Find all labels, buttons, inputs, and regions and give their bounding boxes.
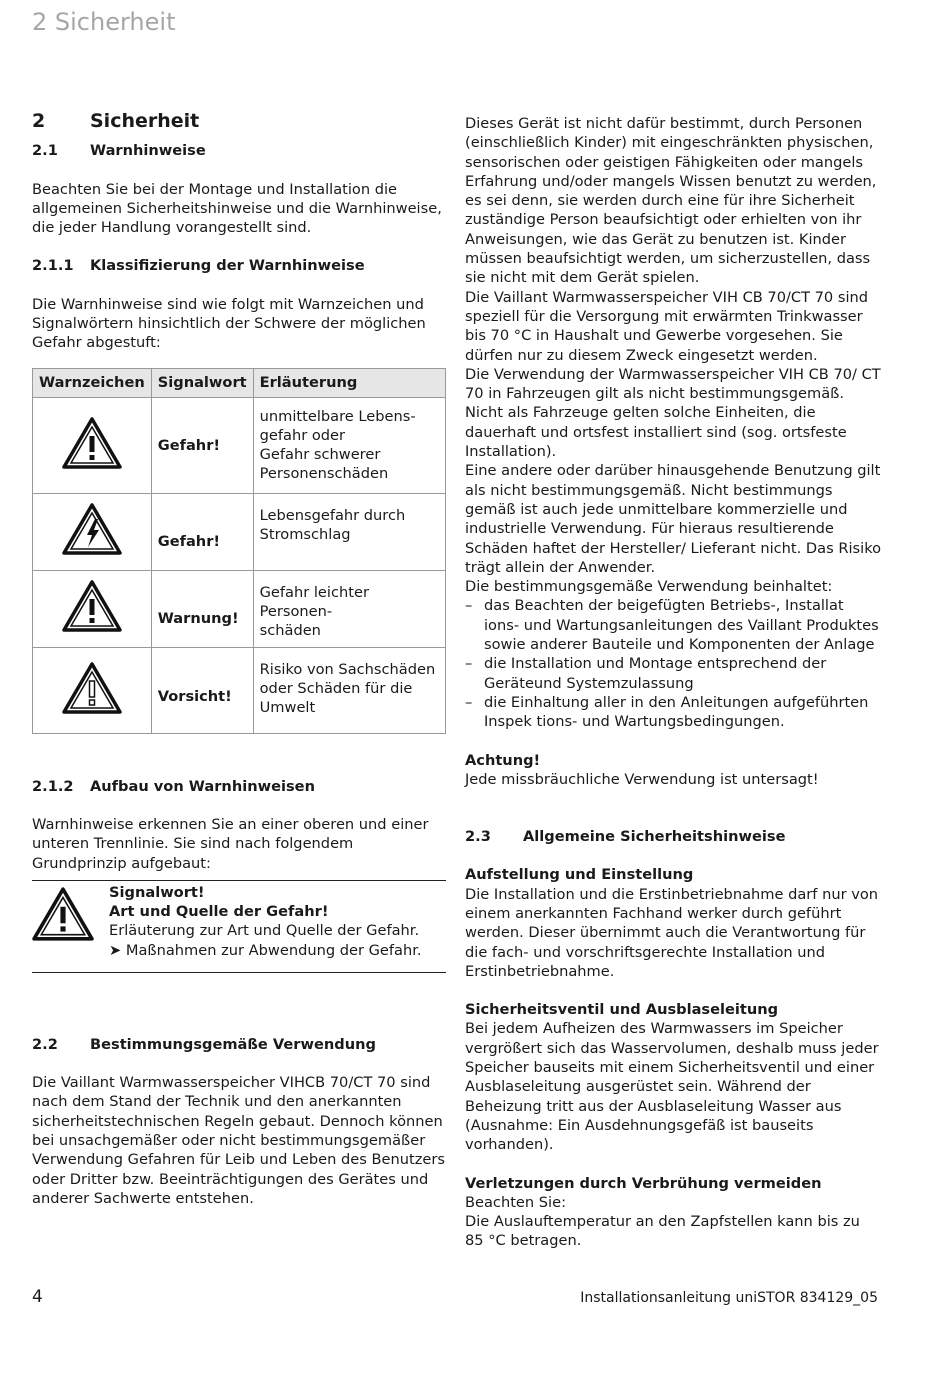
table-row xyxy=(33,493,446,570)
heading-2-1-2 xyxy=(32,777,446,796)
table-header-warnzeichen: Warnzeichen xyxy=(33,368,152,397)
table-header-erlaeuterung: Erläuterung xyxy=(253,368,445,397)
heading-2-1 xyxy=(32,141,446,160)
section-heading xyxy=(32,112,446,131)
explanation-cell xyxy=(253,570,445,647)
page-number: 4 xyxy=(32,1287,43,1307)
paragraph-intended-use: Die Vaillant Warmwasserspeicher VIH CB 70/CT 70 sind speziell für die Versorgung mit erwärmten Trinkwasser bis 70 °C in Haushalt und Gewerbe vorgesehen. Sie dürfen nur zu diesem Zweck eingesetzt werden. xyxy=(465,288,869,364)
signal-word: Warnung! xyxy=(151,570,253,647)
paragraph-installation: Die Installation und die Erstinbetriebnahme darf nur von einem anerkannten Fachhand werker durch geführt werden. Dieser übernimmt auch die Verantwortung für die fach- und vorschriftsgerechte Installation und Erstinbetriebnahme. xyxy=(465,885,879,980)
subheading-scalding: Verletzungen durch Verbrühung vermeiden xyxy=(465,1174,822,1192)
warning-box-example xyxy=(32,880,446,973)
left-column xyxy=(32,112,446,1208)
paragraph-safety-valve: Bei jedem Aufheizen des Warmwassers im Speicher vergrößert sich das Wasservolumen, deshalb muss jeder Speicher bauseits mit einem Sicherheitsventil und einer Ausblaseleitung ausgerüstet sein. Während der Beheizung tritt aus der Ausblaseleitung Wasser aus (Ausnahme: Ein Ausdehnungsgefäß ist bauseits vorhanden). xyxy=(465,1020,879,1154)
heading-2-2-title: Bestimmungsgemäße Verwendung xyxy=(90,1035,376,1053)
explanation-line: Stromschlag xyxy=(259,525,351,543)
explanation-line: Gefahr leichter Personen- xyxy=(259,583,369,620)
warning-exclamation-icon xyxy=(33,397,152,493)
paragraph-intended-use-includes: Die bestimmungsgemäße Verwendung beinhaltet: xyxy=(465,578,833,596)
explanation-line: Risiko von Sachschäden xyxy=(259,660,436,678)
heading-2-1-2-title: Aufbau von Warnhinweisen xyxy=(90,777,315,795)
paragraph-vehicle-use: Die Verwendung der Warmwasserspeicher VIH CB 70/ CT 70 in Fahrzeugen gilt als nicht bestimmungsgemäß. Nicht als Fahrzeuge gelten solche Einheiten, die dauerhaft und ortsfest installiert sind (sog. ortsfeste Installation). xyxy=(465,365,881,461)
warning-exclamation-icon xyxy=(32,887,94,946)
section-title: Sicherheit xyxy=(90,110,200,132)
table-row xyxy=(33,397,446,493)
table-header-row xyxy=(33,368,446,397)
paragraph-usage-restriction: Dieses Gerät ist nicht dafür bestimmt, durch Personen (einschließlich Kinder) mit eingeschränkten physischen, sensorischen oder geistigen Fähigkeiten oder mangels Erfahrung und/oder mangels Wissen benutzt zu werden, es sei denn, sie werden durch eine für ihre Sicherheit zuständige Person beaufsichtigt oder erhielten von ihr Anweisungen, wie das Gerät zu benutzen ist. Kinder müssen beaufsichtigt werden, um sicherzustellen, dass sie nicht mit dem Gerät spielen. xyxy=(465,115,877,287)
paragraph-2-1-2: Warnhinweise erkennen Sie an einer oberen und einer unteren Trennlinie. Sie sind nach folgendem Grundprinzip aufgebaut: xyxy=(32,815,429,872)
explanation-line: gefahr oder xyxy=(259,426,346,444)
document-title: Installationsanleitung uniSTOR 834129_05 xyxy=(580,1290,878,1306)
list-item: – das Beachten der beigefügten Betriebs-, Installat ions- und Wartungsanleitungen des Vaillant Produktes sowie anderer Bauteile und Komponenten der Anlage xyxy=(465,596,883,654)
heading-2-2-number: 2.2 xyxy=(32,1035,58,1053)
intended-use-list xyxy=(465,596,883,731)
heading-2-3 xyxy=(465,827,883,846)
list-item: – die Einhaltung aller in den Anleitungen aufgeführten Inspek tions- und Wartungsbedingungen. xyxy=(465,693,883,732)
warning-box-measures: ➤ Maßnahmen zur Abwendung der Gefahr. xyxy=(109,941,422,959)
explanation-line: Umwelt xyxy=(259,699,316,717)
subheading-installation: Aufstellung und Einstellung xyxy=(465,866,694,884)
heading-2-2 xyxy=(32,1035,446,1054)
explanation-cell xyxy=(253,493,445,570)
heading-2-1-1 xyxy=(32,256,446,275)
explanation-line: Lebensgefahr durch xyxy=(259,506,406,524)
caution-exclamation-outline-icon xyxy=(33,647,152,733)
paragraph-other-use: Eine andere oder darüber hinausgehende Benutzung gilt als nicht bestimmungsgemäß. Nicht bestimmungs gemäß ist auch jede unmittelbare kommerzielle und industrielle Verwendung. Für hieraus resultierende Schäden haftet der Hersteller/ Lieferant nicht. Das Risiko trägt allein der Anwender. xyxy=(465,462,882,576)
warning-box-explanation: Erläuterung zur Art und Quelle der Gefahr. xyxy=(109,922,420,940)
table-header-signalwort: Signalwort xyxy=(151,368,253,397)
running-header: 2 Sicherheit xyxy=(32,8,176,36)
paragraph-2-2: Die Vaillant Warmwasserspeicher VIHCB 70/CT 70 sind nach dem Stand der Technik und den anerkannten sicherheitstechnischen Regeln gebaut. Dennoch können bei unsachgemäßer oder nicht bestimmungsgemäßer Verwendung Gefahren für Leib und Leben des Benutzers oder Dritter bzw. Beeinträchtigungen des Gerätes und anderer Sachwerte entstehen. xyxy=(32,1074,445,1207)
explanation-line: unmittelbare Lebens- xyxy=(259,407,416,425)
paragraph-scalding-note: Beachten Sie: xyxy=(465,1193,567,1211)
electric-shock-warning-icon xyxy=(33,493,152,570)
signal-word: Vorsicht! xyxy=(151,647,253,733)
paragraph-2-1: Beachten Sie bei der Montage und Installation die allgemeinen Sicherheitshinweise und die Warnhinweise, die jeder Handlung vorangestellt sind. xyxy=(32,180,442,237)
table-row xyxy=(33,570,446,647)
heading-2-1-1-number: 2.1.1 xyxy=(32,257,74,275)
paragraph-scalding-temperature: Die Auslauftemperatur an den Zapfstellen kann bis zu 85 °C betragen. xyxy=(465,1213,860,1250)
warning-box-text xyxy=(109,883,422,960)
warning-box-source: Art und Quelle der Gefahr! xyxy=(109,903,329,921)
section-number: 2 xyxy=(32,110,46,132)
explanation-cell xyxy=(253,647,445,733)
warning-classification-table xyxy=(32,368,446,734)
heading-2-1-1-title: Klassifizierung der Warnhinweise xyxy=(90,257,365,275)
list-item: – die Installation und Montage entsprechend der Geräteund Systemzulassung xyxy=(465,654,883,693)
explanation-line: Personenschäden xyxy=(259,465,389,483)
right-column xyxy=(465,114,883,1251)
signal-word: Gefahr! xyxy=(151,493,253,570)
warning-exclamation-icon xyxy=(33,570,152,647)
heading-2-1-2-number: 2.1.2 xyxy=(32,777,74,795)
heading-2-3-number: 2.3 xyxy=(465,828,491,846)
heading-2-1-number: 2.1 xyxy=(32,142,58,160)
explanation-line: oder Schäden für die xyxy=(259,679,413,697)
achtung-title: Achtung! xyxy=(465,751,541,769)
paragraph-2-1-1: Die Warnhinweise sind wie folgt mit Warnzeichen und Signalwörtern hinsichtlich der Schwere der möglichen Gefahr abgestuft: xyxy=(32,295,426,352)
heading-2-1-title: Warnhinweise xyxy=(90,142,206,160)
explanation-cell xyxy=(253,397,445,493)
heading-2-3-title: Allgemeine Sicherheitshinweise xyxy=(523,828,786,846)
signal-word: Gefahr! xyxy=(151,397,253,493)
explanation-line: Gefahr schwerer xyxy=(259,446,381,464)
warning-box-signalword: Signalwort! xyxy=(109,883,205,901)
achtung-text: Jede missbräuchliche Verwendung ist untersagt! xyxy=(465,770,819,788)
table-row xyxy=(33,647,446,733)
explanation-line: schäden xyxy=(259,622,321,640)
subheading-safety-valve: Sicherheitsventil und Ausblaseleitung xyxy=(465,1001,779,1019)
